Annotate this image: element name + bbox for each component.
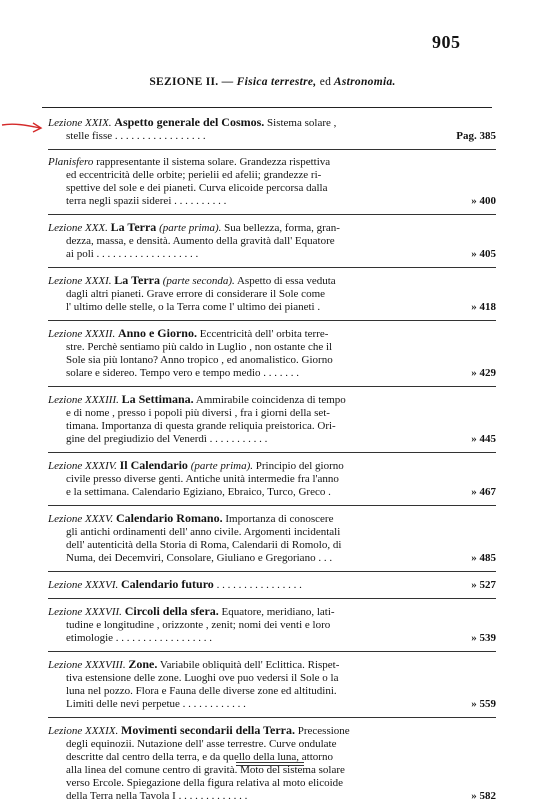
lesson-title: Zone. bbox=[128, 657, 158, 671]
entry-description-line: tudine e longitudine , orizzonte , zenit; nomi dei venti e loro bbox=[66, 619, 331, 631]
entry-separator bbox=[48, 598, 496, 599]
entry-description-line: dezza, massa, e densità. Aumento della gravità dall' Equatore bbox=[66, 235, 335, 247]
page-reference: » 445 bbox=[471, 433, 496, 445]
entry-separator bbox=[48, 320, 496, 321]
lesson-title: La Terra bbox=[114, 273, 160, 287]
entry-description-line: della Terra nella Tavola I . . . . . . . . . . . . . bbox=[66, 790, 248, 802]
section-title-part3: Astronomia. bbox=[333, 76, 396, 88]
entry-first-line bbox=[48, 221, 438, 235]
page-reference: » 467 bbox=[471, 486, 496, 498]
lesson-label: Lezione XXXVIII. bbox=[48, 659, 126, 671]
entry-separator bbox=[48, 386, 496, 387]
entry-description: Eccentricità dell' orbita terre- bbox=[199, 328, 329, 340]
entry-description-line: civile presso diverse genti. Antiche unità intermedie fra l'anno bbox=[66, 473, 339, 485]
section-label: SEZIONE II. bbox=[149, 76, 219, 88]
entry-separator bbox=[48, 505, 496, 506]
section-divider bbox=[42, 107, 492, 108]
entry-description-line: ed eccentricità delle orbite; perielii ed afelii; grandezze ri- bbox=[66, 169, 322, 181]
entry-description: Variabile obliquità dell' Eclittica. Rispet- bbox=[159, 659, 340, 671]
lesson-title: Circoli della sfera. bbox=[124, 604, 219, 618]
toc-entry bbox=[48, 724, 496, 803]
entry-separator bbox=[48, 452, 496, 453]
entry-description-line: Numa, dei Decemviri, Consolare, Giuliano e Gregoriano . . . bbox=[66, 552, 333, 564]
lesson-title: La Terra bbox=[110, 220, 157, 234]
toc-entry bbox=[48, 221, 496, 261]
page-reference: » 559 bbox=[471, 698, 496, 710]
section-heading bbox=[0, 76, 545, 88]
lesson-label: Lezione XXXII. bbox=[48, 328, 116, 340]
page-reference: » 485 bbox=[471, 552, 496, 564]
red-arrow-annotation-icon bbox=[0, 118, 46, 136]
entry-description-line: e la settimana. Calendario Egiziano, Ebraico, Turco, Greco . bbox=[66, 486, 331, 498]
entry-description: . . . . . . . . . . . . . . . . bbox=[216, 579, 302, 591]
lesson-title-suffix: (parte seconda). bbox=[162, 275, 235, 287]
page-reference: » 539 bbox=[471, 632, 496, 644]
section-title-part1: Fisica terrestre, bbox=[236, 76, 317, 88]
lesson-label: Lezione XXXV. bbox=[48, 513, 114, 525]
page-reference: » 400 bbox=[471, 195, 496, 207]
entry-description: Principio del giorno bbox=[255, 460, 344, 472]
entry-first-line bbox=[48, 393, 438, 407]
page-reference: » 418 bbox=[471, 301, 496, 313]
page-reference: Pag. 385 bbox=[456, 130, 496, 142]
entry-first-line bbox=[48, 459, 438, 473]
entry-description: Ammirabile coincidenza di tempo bbox=[195, 394, 346, 406]
toc-entry bbox=[48, 116, 496, 143]
entry-description-line: gine del pregiudizio del Venerdì . . . . . . . . . . . bbox=[66, 433, 268, 445]
entry-first-line bbox=[48, 578, 438, 592]
entry-first-line bbox=[48, 512, 438, 526]
lesson-title: Anno e Giorno. bbox=[117, 326, 197, 340]
entry-description-line: e di nome , presso i popoli più diversi , fra i giorni della set- bbox=[66, 407, 330, 419]
lesson-label: Lezione XXXVI. bbox=[48, 579, 119, 591]
lesson-label: Lezione XXXIV. bbox=[48, 460, 117, 472]
entry-description: Equatore, meridiano, lati- bbox=[221, 606, 335, 618]
entry-first-line bbox=[48, 116, 438, 130]
lesson-title: Aspetto generale del Cosmos. bbox=[114, 115, 265, 129]
entry-description-line: l' ultimo delle stelle, o la Terra come l' ultimo dei pianeti . bbox=[66, 301, 321, 313]
lesson-title: La Settimana. bbox=[121, 392, 194, 406]
entry-description-line: tiva estensione delle zone. Luoghi ove puo vedersi il Sole o la bbox=[66, 672, 339, 684]
entry-description-line: dagli altri pianeti. Grave errore di considerare il Sole come bbox=[66, 288, 326, 300]
lesson-label: Lezione XXXI. bbox=[48, 275, 112, 287]
toc-entry bbox=[48, 274, 496, 314]
entry-description: Importanza di conoscere bbox=[225, 513, 334, 525]
entry-first-line bbox=[48, 658, 438, 672]
table-of-contents bbox=[48, 116, 496, 803]
toc-entry bbox=[48, 156, 496, 208]
toc-entry bbox=[48, 658, 496, 711]
end-rule bbox=[236, 762, 304, 763]
end-rule-2 bbox=[236, 765, 304, 766]
entry-separator bbox=[48, 571, 496, 572]
entry-separator bbox=[48, 267, 496, 268]
entry-description-line: luna nel pozzo. Flora e Fauna delle diverse zone ed altitudini. bbox=[66, 685, 337, 697]
entry-description-line: spettive del sole e dei pianeti. Curva elicoide percorsa dalla bbox=[66, 182, 328, 194]
toc-entry bbox=[48, 459, 496, 499]
entry-description-line: degli equinozii. Nutazione dell' asse terrestre. Curve ondulate bbox=[66, 738, 337, 750]
page-number: 905 bbox=[432, 32, 461, 52]
entry-description-line: dell' autenticità della Storia di Roma, Calendarii di Romolo, di bbox=[66, 539, 342, 551]
entry-description: Sua bellezza, forma, gran- bbox=[224, 222, 340, 234]
lesson-title: Il Calendario bbox=[119, 458, 188, 472]
page-reference: » 527 bbox=[471, 579, 496, 591]
entry-first-line bbox=[48, 724, 438, 738]
lesson-label: Lezione XXX. bbox=[48, 222, 108, 234]
entry-description-line: etimologie . . . . . . . . . . . . . . . . . . bbox=[66, 632, 213, 644]
entry-description: Precessione bbox=[297, 725, 350, 737]
lesson-label: Lezione XXXVII. bbox=[48, 606, 122, 618]
entry-separator bbox=[48, 651, 496, 652]
lesson-title: Movimenti secondarii della Terra. bbox=[121, 723, 295, 737]
entry-description-line: Sole sia più lontano? Anno tropico , ed anomalistico. Giorno bbox=[66, 354, 333, 366]
toc-entry bbox=[48, 327, 496, 380]
toc-entry bbox=[48, 393, 496, 446]
lesson-label: Lezione XXXIX. bbox=[48, 725, 119, 737]
lesson-label: Planisfero bbox=[48, 156, 94, 168]
lesson-title: Calendario Romano. bbox=[115, 511, 223, 525]
entry-first-line bbox=[48, 274, 438, 288]
toc-entry bbox=[48, 605, 496, 645]
lesson-label: Lezione XXXIII. bbox=[48, 394, 119, 406]
entry-description-line: Limiti delle nevi perpetue . . . . . . . . . . . . bbox=[66, 698, 246, 710]
page-reference: » 582 bbox=[471, 790, 496, 802]
entry-description-line: timana. Importanza di questa grande reliquia preistorica. Ori- bbox=[66, 420, 336, 432]
entry-first-line bbox=[48, 156, 438, 169]
toc-entry bbox=[48, 578, 496, 592]
entry-description-line: stelle fisse . . . . . . . . . . . . . . . . . bbox=[66, 130, 206, 142]
entry-separator bbox=[48, 214, 496, 215]
entry-description-line: solare e sidereo. Tempo vero e tempo medio . . . . . . . bbox=[66, 367, 300, 379]
entry-description-line: terra negli spazii siderei . . . . . . . . . . bbox=[66, 195, 227, 207]
lesson-label: Lezione XXIX. bbox=[48, 117, 112, 129]
lesson-title-suffix: (parte prima). bbox=[190, 460, 254, 472]
entry-first-line bbox=[48, 327, 438, 341]
lesson-title-suffix: (parte prima). bbox=[159, 222, 222, 234]
entry-first-line bbox=[48, 605, 438, 619]
entry-description-line: gli antichi ordinamenti dell' anno civile. Argomenti incidentali bbox=[66, 526, 341, 538]
page-reference: » 429 bbox=[471, 367, 496, 379]
entry-description-line: verso Ercole. Spiegazione della figura relativa al moto elicoide bbox=[66, 777, 344, 789]
entry-description: Aspetto di essa veduta bbox=[236, 275, 336, 287]
page-reference: » 405 bbox=[471, 248, 496, 260]
section-title-part2: ed bbox=[319, 76, 332, 88]
entry-separator bbox=[48, 717, 496, 718]
lesson-title: Calendario futuro bbox=[121, 577, 214, 591]
entry-description-line: alla linea del comune centro di gravità. Moto del sistema solare bbox=[66, 764, 345, 776]
entry-separator bbox=[48, 149, 496, 150]
entry-description: Sistema solare , bbox=[267, 117, 337, 129]
toc-entry bbox=[48, 512, 496, 565]
section-dash: — bbox=[221, 76, 234, 88]
entry-description-line: descritte dal centro della terra, e da quello della luna, attorno bbox=[66, 751, 333, 763]
entry-description-line: ai poli . . . . . . . . . . . . . . . . . . . bbox=[66, 248, 199, 260]
entry-description-line: stre. Perchè sentiamo più caldo in Luglio , non ostante che il bbox=[66, 341, 333, 353]
section-title bbox=[237, 76, 396, 88]
entry-description: rappresentante il sistema solare. Grandezza rispettiva bbox=[96, 156, 331, 168]
